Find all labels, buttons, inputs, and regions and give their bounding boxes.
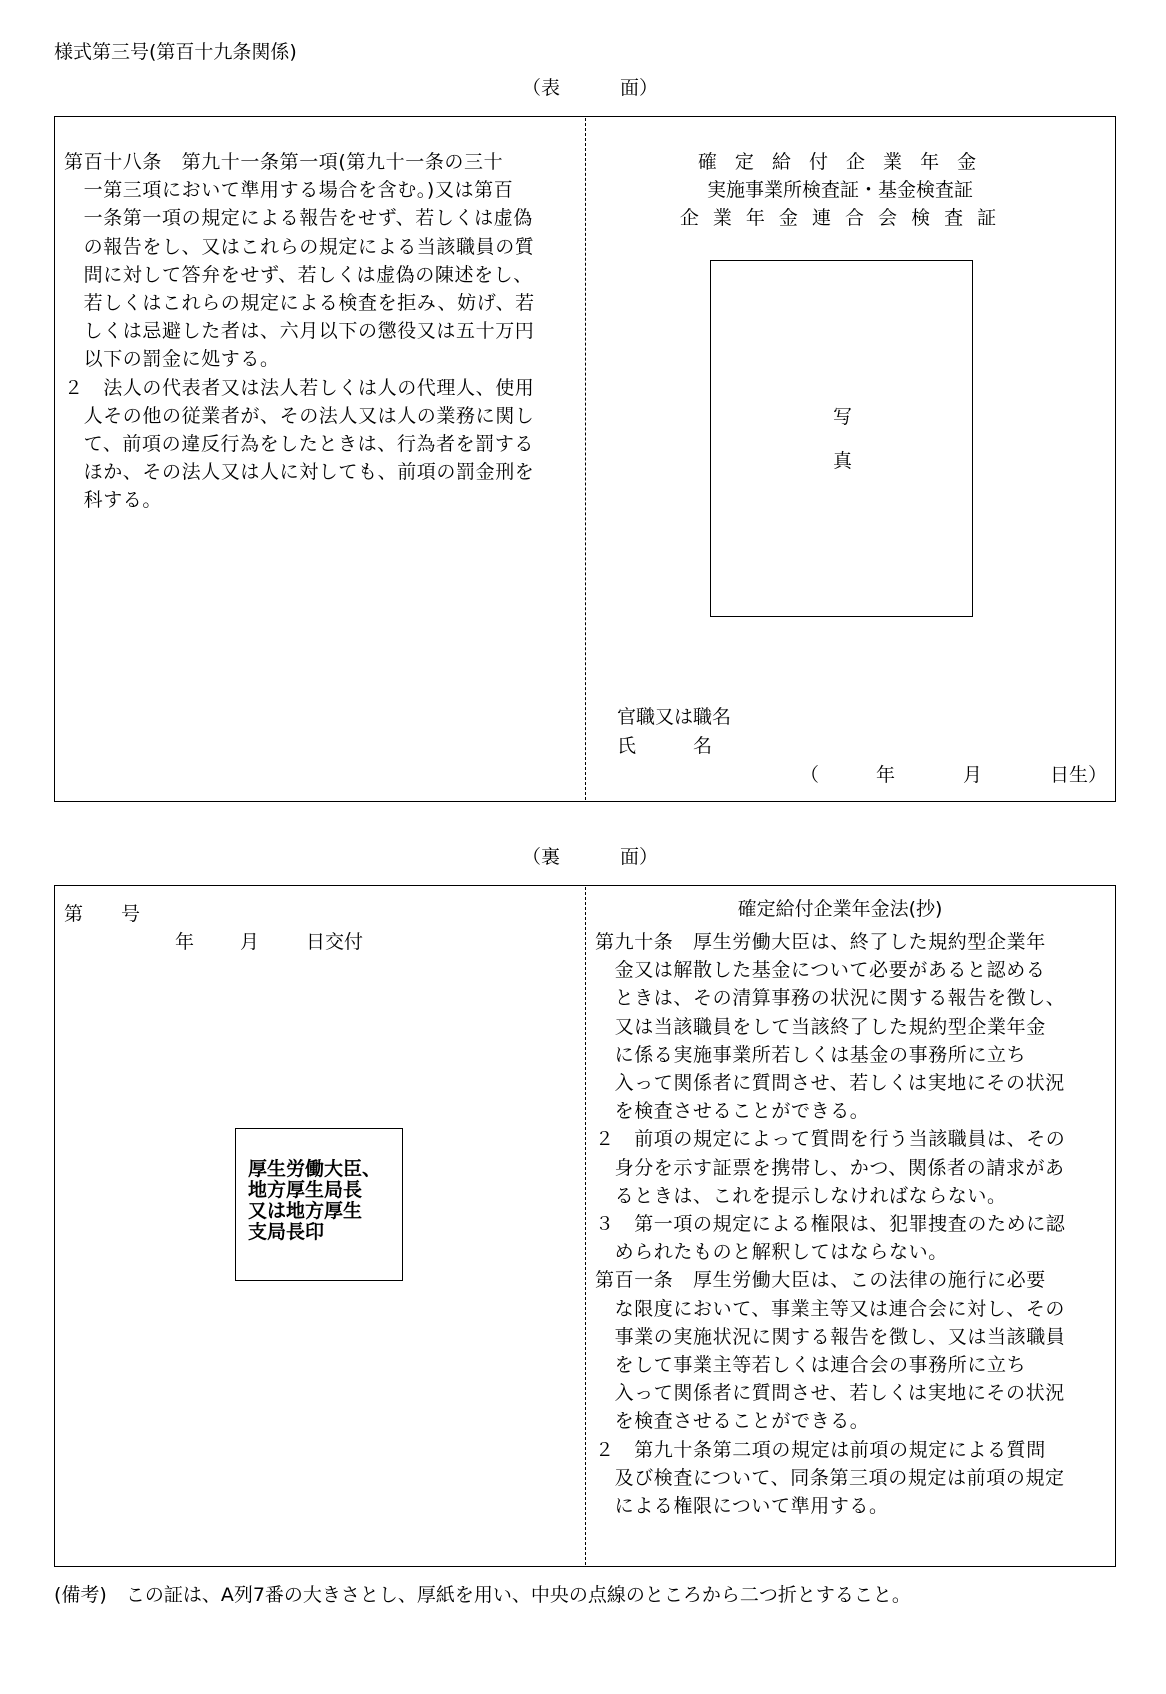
issue-month: 月 (240, 931, 260, 953)
front-label-right: 面） (620, 77, 659, 99)
text-line: 事業の実施状況に関する報告を徴し、又は当該職員 (595, 1325, 1066, 1348)
front-left-text (64, 148, 535, 515)
certificate-title (600, 148, 1080, 232)
official-seal-box (235, 1128, 403, 1281)
seal-line: 厚生労働大臣、 (248, 1158, 382, 1180)
form-number: 様式第三号(第百十九条関係) (54, 41, 297, 63)
back-label-right: 面） (620, 846, 659, 868)
text-line: ときは、その清算事務の状況に関する報告を徴し、 (595, 987, 1066, 1010)
text-line: による権限について準用する。 (595, 1495, 889, 1518)
text-line: ２ 第九十条第二項の規定は前項の規定による質問 (595, 1438, 1046, 1461)
birth-day: 日生） (1050, 764, 1108, 786)
seal-text (248, 1159, 381, 1243)
seal-line: 又は地方厚生 (248, 1200, 363, 1222)
birth-open: （ (800, 764, 820, 786)
birth-year: 年 (876, 764, 896, 786)
text-line: 第九十条 厚生労働大臣は、終了した規約型企業年 (595, 931, 1046, 953)
birth-month: 月 (963, 764, 983, 786)
title-line: 確 定 給 付 企 業 年 金 (697, 151, 983, 173)
remarks-note: (備考) この証は、A列7番の大きさとし、厚紙を用い、中央の点線のところから二つ折とすること。 (54, 1584, 911, 1606)
text-line: を検査させることができる。 (595, 1100, 870, 1123)
text-line: に係る実施事業所若しくは基金の事務所に立ち (595, 1043, 1027, 1066)
text-line: 科する。 (64, 489, 163, 512)
title-line: 企 業 年 金 連 合 会 検 査 証 (679, 207, 1001, 229)
back-right-text (595, 928, 1065, 1520)
text-line: められたものと解釈してはならない。 (595, 1241, 948, 1264)
text-line: 入って関係者に質問させ、若しくは実地にその状況 (595, 1382, 1065, 1405)
text-line: しくは忌避した者は、六月以下の懲役又は五十万円 (64, 320, 535, 343)
text-line: 第百一条 厚生労働大臣は、この法律の施行に必要 (595, 1269, 1046, 1292)
text-line: な限度において、事業主等又は連合会に対し、その (595, 1297, 1066, 1320)
photo-char: 真 (833, 450, 853, 472)
text-line: 一条第一項の規定による報告をせず、若しくは虚偽 (64, 207, 533, 230)
text-line: 身分を示す証票を携帯し、かつ、関係者の請求があ (595, 1156, 1065, 1179)
text-line: 第百十八条 第九十一条第一項(第九十一条の三十 (64, 151, 504, 173)
certificate-number: 第 号 (64, 903, 141, 925)
text-line: 及び検査について、同条第三項の規定は前項の規定 (595, 1466, 1065, 1489)
front-label-left: （表 (522, 77, 561, 99)
fold-line-back (585, 887, 586, 1565)
text-line: 若しくはこれらの規定による検査を拒み、妨げ、若 (64, 292, 535, 315)
text-line: 入って関係者に質問させ、若しくは実地にその状況 (595, 1072, 1065, 1095)
text-line: るときは、これを提示しなければならない。 (595, 1184, 1007, 1207)
text-line: 一第三項において準用する場合を含む。)又は第百 (64, 179, 514, 202)
seal-line: 支局長印 (248, 1221, 325, 1243)
text-line: を検査させることができる。 (595, 1410, 870, 1433)
seal-line: 地方厚生局長 (248, 1179, 363, 1201)
issue-day: 日交付 (306, 931, 364, 953)
position-label: 官職又は職名 (617, 706, 732, 728)
issue-year: 年 (175, 931, 195, 953)
text-line: ２ 前項の規定によって質問を行う当該職員は、その (595, 1128, 1066, 1151)
text-line: 金又は解散した基金について必要があると認める (595, 959, 1046, 982)
text-line: をして事業主等若しくは連合会の事務所に立ち (595, 1354, 1027, 1377)
fold-line-front (585, 118, 586, 800)
text-line: て、前項の違反行為をしたときは、行為者を罰する (64, 433, 535, 456)
text-line: 人その他の従業者が、その法人又は人の業務に関し (64, 404, 535, 427)
text-line: 以下の罰金に処する。 (64, 348, 280, 371)
text-line: 問に対して答弁をせず、若しくは虚偽の陳述をし、 (64, 263, 533, 286)
text-line: ３ 第一項の規定による権限は、犯罪捜査のために認 (595, 1213, 1066, 1236)
text-line: ほか、その法人又は人に対しても、前項の罰金刑を (64, 461, 535, 484)
title-line: 実施事業所検査証・基金検査証 (706, 179, 973, 201)
back-label-left: （裏 (522, 846, 561, 868)
text-line: の報告をし、又はこれらの規定による当該職員の質 (64, 235, 535, 258)
photo-frame (710, 260, 973, 617)
law-title: 確定給付企業年金法(抄) (737, 898, 943, 920)
name-label: 氏 名 (617, 735, 713, 757)
text-line: 又は当該職員をして当該終了した規約型企業年金 (595, 1015, 1046, 1038)
text-line: ２ 法人の代表者又は法人若しくは人の代理人、使用 (64, 376, 535, 399)
photo-char: 写 (833, 406, 853, 428)
